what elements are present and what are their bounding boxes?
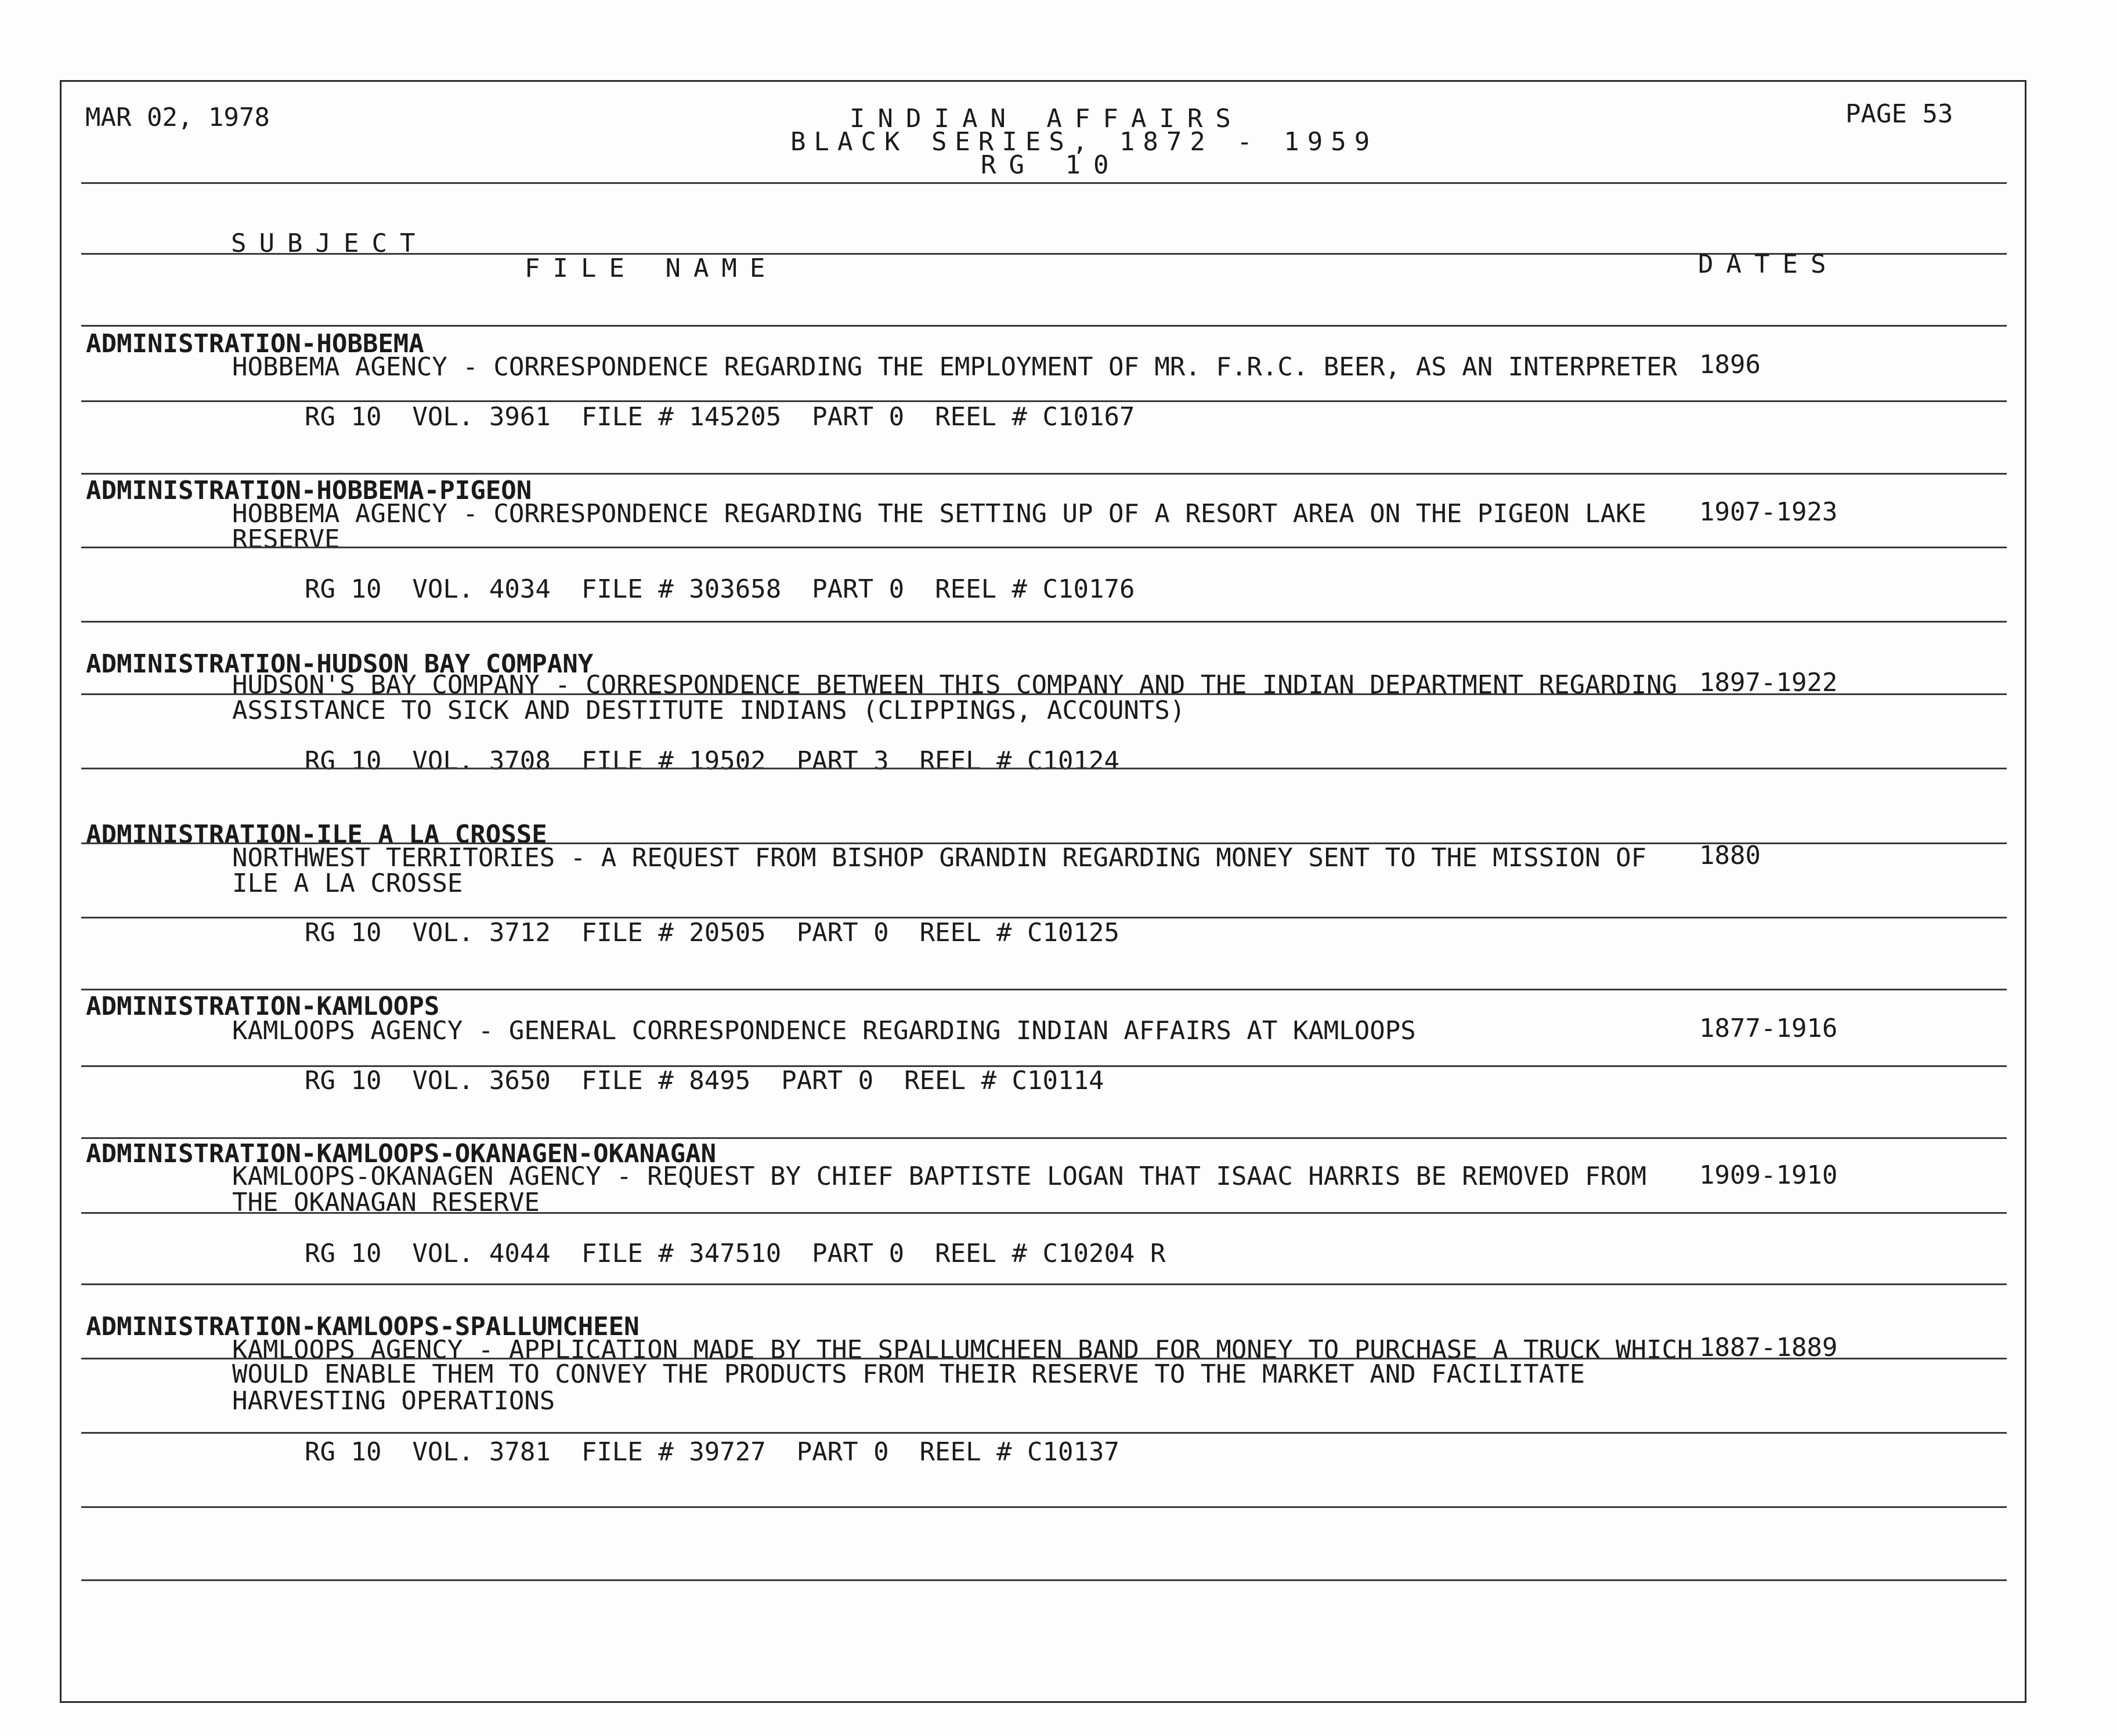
entry-reference: RG 10 VOL. 3650 FILE # 8495 PART 0 REEL # C10114 — [305, 1066, 1104, 1095]
entry-description: HUDSON'S BAY COMPANY - CORRESPONDENCE BETWEEN THIS COMPANY AND THE INDIAN DEPARTMENT REGARDING — [232, 670, 1678, 700]
divider — [81, 473, 2007, 475]
entry-description: KAMLOOPS-OKANAGEN AGENCY - REQUEST BY CHIEF BAPTISTE LOGAN THAT ISAAC HARRIS BE REMOVED FROM — [232, 1162, 1647, 1191]
entry-subject: ADMINISTRATION-KAMLOOPS-SPALLUMCHEEN — [86, 1312, 640, 1341]
entry-dates: 1880 — [1699, 841, 1761, 870]
entry-description-line2: ASSISTANCE TO SICK AND DESTITUTE INDIANS (CLIPPINGS, ACCOUNTS) — [232, 696, 1186, 725]
entry-description-line2: THE OKANAGAN RESERVE — [232, 1188, 540, 1217]
divider — [81, 1358, 2007, 1359]
entry-dates: 1909-1910 — [1699, 1160, 1838, 1190]
report-subtitle: BLACK SERIES, 1872 - 1959 — [790, 127, 1378, 157]
divider — [81, 693, 2007, 695]
entry-description: KAMLOOPS AGENCY - APPLICATION MADE BY THE SPALLUMCHEEN BAND FOR MONEY TO PURCHASE A TRUCK WHICH — [232, 1335, 1693, 1365]
divider — [81, 325, 2007, 327]
entry-subject: ADMINISTRATION-HOBBEMA-PIGEON — [86, 476, 532, 505]
report-date: MAR 02, 1978 — [85, 103, 270, 132]
entry-dates: 1907-1923 — [1699, 497, 1838, 527]
entry-reference: RG 10 VOL. 3781 FILE # 39727 PART 0 REEL # C10137 — [305, 1437, 1119, 1467]
entry-description-line2: ILE A LA CROSSE — [232, 869, 463, 898]
divider — [81, 1506, 2007, 1508]
divider — [81, 1432, 2007, 1434]
entry-subject: ADMINISTRATION-HOBBEMA — [86, 329, 424, 359]
entry-dates: 1887-1889 — [1699, 1333, 1838, 1362]
divider — [81, 547, 2007, 548]
divider — [81, 989, 2007, 990]
entry-description: HOBBEMA AGENCY - CORRESPONDENCE REGARDING THE SETTING UP OF A RESORT AREA ON THE PIGEON LAKE — [232, 499, 1647, 529]
entry-reference: RG 10 VOL. 4034 FILE # 303658 PART 0 REEL # C10176 — [305, 574, 1135, 604]
entry-description: NORTHWEST TERRITORIES - A REQUEST FROM BISHOP GRANDIN REGARDING MONEY SENT TO THE MISSION OF — [232, 843, 1647, 873]
entry-subject: ADMINISTRATION-KAMLOOPS — [86, 992, 440, 1021]
divider — [81, 182, 2007, 184]
report-title: INDIAN AFFAIRS — [850, 104, 1244, 133]
divider — [81, 1283, 2007, 1285]
column-header-dates: DATES — [1698, 249, 1839, 279]
entry-subject: ADMINISTRATION-ILE A LA CROSSE — [86, 820, 547, 849]
column-header-subject: SUBJECT — [231, 229, 428, 258]
entry-reference: RG 10 VOL. 3708 FILE # 19502 PART 3 REEL # C10124 — [305, 746, 1119, 776]
entry-description: KAMLOOPS AGENCY - GENERAL CORRESPONDENCE REGARDING INDIAN AFFAIRS AT KAMLOOPS — [232, 1016, 1416, 1046]
entry-reference: RG 10 VOL. 3961 FILE # 145205 PART 0 REEL # C10167 — [305, 402, 1135, 432]
entry-dates: 1896 — [1699, 350, 1761, 379]
divider — [81, 768, 2007, 769]
entry-description-line3: HARVESTING OPERATIONS — [232, 1386, 555, 1416]
divider — [81, 621, 2007, 623]
entry-dates: 1897-1922 — [1699, 668, 1838, 697]
entry-description: HOBBEMA AGENCY - CORRESPONDENCE REGARDING THE EMPLOYMENT OF MR. F.R.C. BEER, AS AN INTERPRETER — [232, 352, 1678, 382]
column-header-file-name: FILE NAME — [525, 254, 778, 283]
page-number: PAGE 53 — [1845, 99, 1953, 129]
divider — [81, 1579, 2007, 1581]
entry-subject: ADMINISTRATION-KAMLOOPS-OKANAGEN-OKANAGAN — [86, 1139, 717, 1169]
entry-reference: RG 10 VOL. 4044 FILE # 347510 PART 0 REEL # C10204 R — [305, 1239, 1166, 1268]
divider — [81, 1212, 2007, 1214]
entry-dates: 1877-1916 — [1699, 1014, 1838, 1043]
entry-description-line2: RESERVE — [232, 525, 340, 554]
entry-subject: ADMINISTRATION-HUDSON BAY COMPANY — [86, 649, 594, 679]
entry-reference: RG 10 VOL. 3712 FILE # 20505 PART 0 REEL # C10125 — [305, 918, 1119, 947]
record-group: RG 10 — [981, 150, 1122, 180]
entry-description-line2: WOULD ENABLE THEM TO CONVEY THE PRODUCTS FROM THEIR RESERVE TO THE MARKET AND FACILITATE — [232, 1359, 1585, 1389]
